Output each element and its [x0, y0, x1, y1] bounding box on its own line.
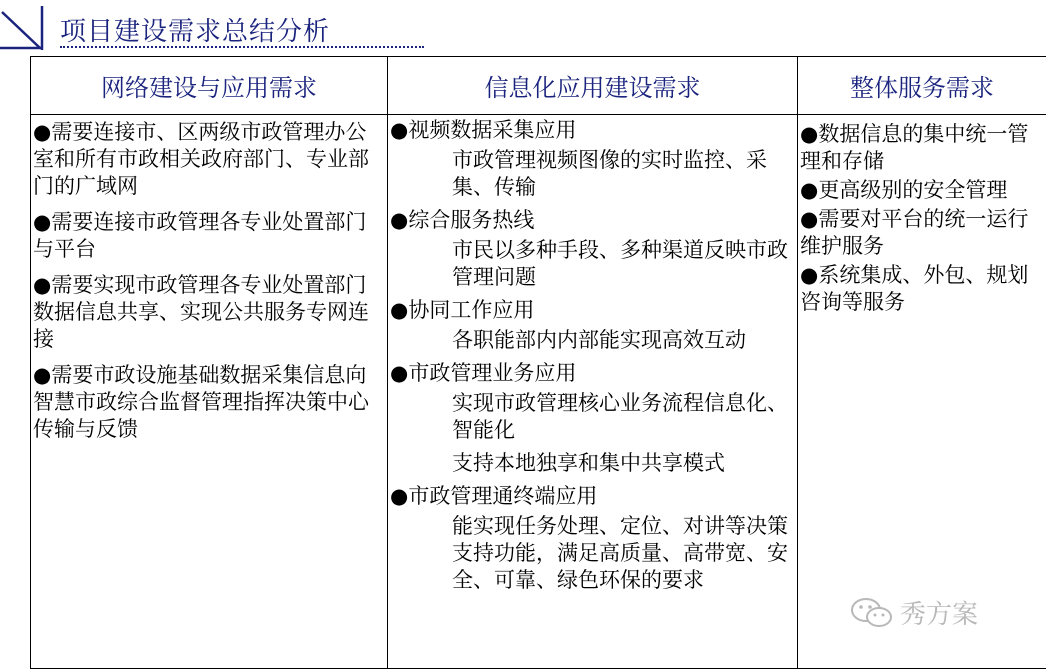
title-underline: [60, 46, 424, 48]
list-item: ●需要连接市、区两级市政管理办公室和所有市政相关政府部门、专业部门的广域网: [33, 119, 385, 200]
group-detail: 实现市政管理核心业务流程信息化、智能化: [452, 390, 797, 444]
group-detail: 各职能部内内部能实现高效互动: [452, 327, 797, 354]
page-title: 项目建设需求总结分析: [60, 11, 330, 48]
group-title: ●市政管理业务应用: [390, 360, 797, 387]
group-detail: 支持本地独享和集中共享模式: [452, 450, 797, 477]
list-item: ●更高级别的安全管理: [800, 177, 1044, 204]
group-detail: 能实现任务处理、定位、对讲等决策支持功能，满足高质量、高带宽、安全、可靠、绿色环保的要求: [452, 513, 797, 594]
table-header-row: [31, 57, 1046, 115]
overall-service-requirements-cell: [798, 115, 1046, 669]
group-detail: 市政管理视频图像的实时监控、采集、传输: [452, 147, 797, 201]
table-body-row: [31, 115, 1046, 669]
watermark: [850, 594, 978, 631]
wechat-icon: [850, 596, 894, 630]
group-detail: 市民以多种手段、多种渠道反映市政管理问题: [452, 237, 797, 291]
list-item: ●需要实现市政管理各专业处置部门数据信息共享、实现公共服务专网连接: [33, 272, 385, 353]
slide-header: [0, 0, 1046, 56]
group-title: ●市政管理通终端应用: [390, 483, 797, 510]
requirements-table: [30, 56, 1046, 669]
informatization-requirements-cell: [388, 115, 798, 669]
column-heading: 整体服务需求: [798, 57, 1046, 115]
column-heading: 网络建设与应用需求: [31, 57, 388, 115]
group-title: ●综合服务热线: [390, 207, 797, 234]
column-heading: 信息化应用建设需求: [388, 57, 798, 115]
group-title: ●视频数据采集应用: [390, 117, 797, 144]
corner-arrow-icon: [0, 0, 46, 50]
network-requirements-cell: [31, 115, 388, 669]
list-item: ●需要对平台的统一运行维护服务: [800, 206, 1044, 260]
list-item: ●需要市政设施基础数据采集信息向智慧市政综合监督管理指挥决策中心传输与反馈: [33, 362, 385, 443]
watermark-text: 秀方案: [900, 594, 978, 631]
group-title: ●协同工作应用: [390, 297, 797, 324]
list-item: ●需要连接市政管理各专业处置部门与平台: [33, 209, 385, 263]
list-item: ●系统集成、外包、规划咨询等服务: [800, 262, 1044, 316]
list-item: ●数据信息的集中统一管理和存储: [800, 121, 1044, 175]
